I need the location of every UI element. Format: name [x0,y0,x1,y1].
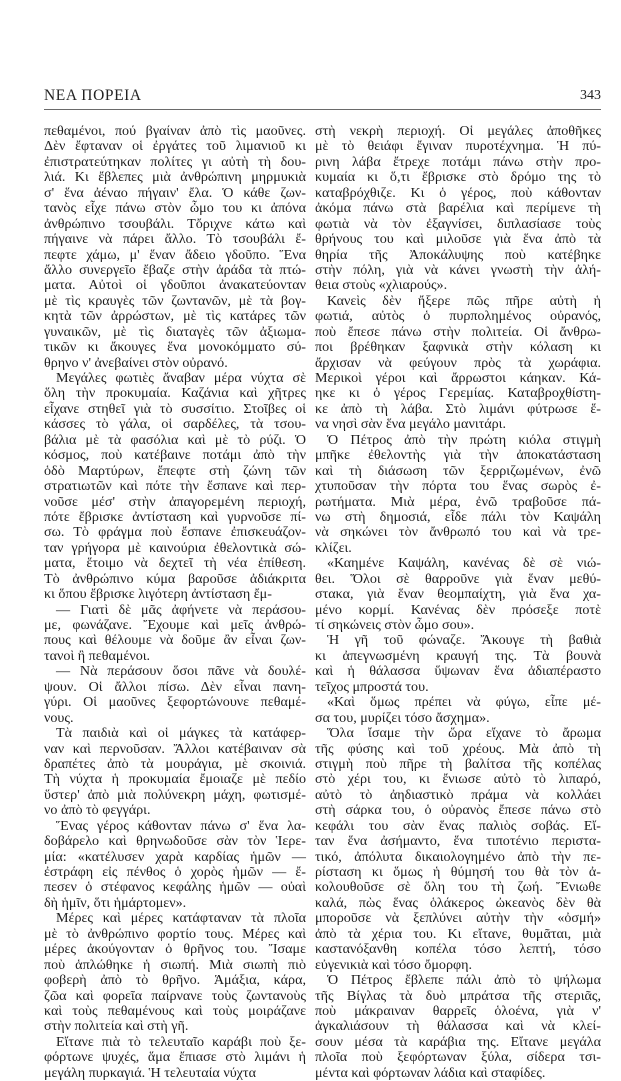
text-line: ποὺ μάκραιναν θαρρεῖς ὁλοένα, γιὰ ν' [315,1002,601,1019]
text-line: μέρες ἀκούγονταν ὁ θρῆνος του. Ἴσαμε [44,941,306,958]
text-line: θηρία τῆς Ἀποκάλυψης ποὺ κατέβηκε [315,246,601,263]
text-line: κεφάλι του σὰν ἕνας παλιὸς σοβάς. Εἴ- [315,817,601,834]
text-line: θει. Ὅλοι σὲ θαρροῦνε γιὰ ἕναν μεθύ- [315,570,601,587]
text-line: μὲ τὶς κραυγὲς τῶν ζωντανῶν, μὲ τὰ βογ- [44,292,306,309]
text-line: πεσεν ὁ στέφανος κεφάλης ἡμῶν — οὐαὶ [44,879,306,896]
text-line: φωτιά, αὐτὸς ὁ πυρπολημένος οὐρανός, [315,308,601,325]
text-line: χτυποῦσαν τὴν πόρτα του ἕνας σωρὸς ἐ- [315,478,601,495]
text-line: πεφτε χάμω, μ' ἕναν ἄδειο γδοῦπο. Ἕνα [44,246,306,263]
text-line: στὴν πόλη, γιὰ νὰ κάνει γνωστὴ τὴν ἀλή- [315,261,601,278]
text-line: Τὸ ἀνθρώπινο κύμα βαροῦσε ἀδιάκριτα [44,570,306,587]
text-line: Τὰ παιδιὰ καὶ οἱ μάγκες τὰ κατάφερ- [56,725,306,742]
paragraph [315,726,601,973]
text-line: κε ἀπὸ τὴ λάβα. Στὸ λιμάνι φύτρωσε ἕ- [315,400,601,417]
text-line: φωτιὰ νὰ τὸν ἐξαγνίσει, διπλασίασε τοὺς [315,215,601,232]
text-line: μέντα καὶ φόρτωναν λάδια καὶ σταφίδες. [315,1064,546,1081]
text-line: καταβρόχθιζε. Κι ὁ γέρος, ποὺ κάθονταν [315,184,601,201]
text-line: ζῶα καὶ φορεῖα παίρνανε τοὺς ζωντανοὺς [44,987,306,1004]
text-line: καὶ τοὺς πεθαμένους καὶ τοὺς μοιράζανε [44,1002,306,1019]
text-line: μένο κορμί. Κανένας δὲν πρόσεξε ποτὲ [315,601,601,618]
text-line: — Νὰ περάσουν ὅσοι πᾶνε νὰ δουλέ- [56,663,306,680]
text-line: τί σηκώνεις στὸν ὦμο σου». [315,617,475,633]
text-line: — Γιατὶ δὲ μᾶς ἀφήνετε νὰ περάσου- [56,601,306,618]
text-line: Τὴ νύχτα ἡ προκυμαία ἔμοιαζε μὲ πεδίο [44,771,306,788]
paragraph [44,664,306,726]
text-line: ματα. Αὐτοὶ οἱ γδοῦποι ἀνακατεύονταν [44,277,306,294]
text-line: στὴ σάρκα του, ὁ οὐρανὸς ἔπεσε πάνω στὸ [315,802,601,819]
text-line: γυναικῶν, μὲ τὶς διαταγὲς τῶν ἀξιωμα- [44,323,306,340]
text-line: Ἡ γῆ τοῦ φώναζε. Ἄκουγε τὴ βαθιὰ [327,632,601,649]
paragraph [315,433,601,557]
text-line: ποι βρέθηκαν ξαφνικὰ στὴν κόλαση κι [315,339,601,356]
text-line: καὶ τὴ διάσωση τῶν ξερριζωμένων, ἐνῶ [315,462,601,479]
text-line: εὐγενικιὰ καὶ τόσο ὄμορφη. [315,956,473,973]
text-line: λιά. Κι ἔβλεπες μιὰ ἀνθρώπινη μηρμυκιὰ [44,169,306,186]
text-line: Ἕνας γέρος κάθονταν πάνω σ' ἕνα λα- [56,817,306,834]
text-line: κι ἀπεγνωσμένη κραυγή της. Τὰ βουνὰ [315,647,601,664]
text-line: ψουν. Οἱ ἄλλοι πίσω. Δὲν εἶναι πανη- [44,678,306,695]
text-line: Ὅλα ἴσαμε τὴν ὥρα εἴχανε τὸ ἄρωμα [327,725,601,742]
text-line: φοβερὴ ἀπὸ τὸ θρῆνο. Ἁμάξια, κάρα, [44,972,306,989]
text-line: ἐστράφη εἰς πένθος ὁ χορὸς ἡμῶν — ἔ- [44,864,306,880]
paragraph [315,973,601,1081]
text-line: Δὲν ἔφταναν οἱ ἐργάτες τοῦ λιμανιοῦ κι [44,138,306,155]
text-line: νω στὴ δημοσιά, εἶδε πάλι τὸν Καψάλη [315,508,601,525]
paragraph [44,1035,306,1081]
paragraph [315,633,601,695]
text-line: πότε ἔβρισκε ἀντίσταση καὶ γυρνοῦσε πί- [44,508,306,525]
text-line: ἄρχισαν νὰ φεύγουν πρὸς τὰ χωράφια. [315,354,601,371]
text-line: πεθαμένοι, πού βγαίναν ἀπὸ τὶς μαοῦνες. [44,123,306,139]
text-line: μπῆκε ἐθελοντὴς γιὰ τὴν ἀποκατάσταση [315,447,601,464]
text-line: Κανεὶς δὲν ἤξερε πῶς πῆρε αὐτὴ ἡ [327,292,601,309]
text-line: μὲ τὸ ἀνθρώπινο φορτίο τους. Μέρες καὶ [44,925,306,942]
text-line: σ' ἕνα ἀέναο πήγαιν' ἔλα. Ὁ κάθε ζων- [44,184,306,201]
running-header [44,87,601,110]
text-line: νὰ σηκώνει τὸν ἄνθρωπό του καὶ νὰ τρε- [315,524,601,541]
text-line: τῆς φύσης καὶ τοῦ χρέους. Μὰ ἀπὸ τὴ [315,740,601,757]
text-line: νο ἀπὸ τὸ φεγγάρι. [44,802,151,819]
paragraph [44,124,306,371]
text-line: καλά, πὼς ἕνας ὁλάκερος ὠκεανὸς δὲν θὰ [315,894,601,911]
text-line: στιγμὴ ποὺ πῆρε τὴ βαλίτσα τῆς κοπέλας [315,755,601,772]
text-line: κυμαία κι ὅ,τι ἔβρισκε στὸ δρόμο της τὸ [315,169,601,186]
text-line: τανοὶ ἢ πεθαμένοι. [44,647,151,664]
text-line: ματα, ἕτοιμο νὰ δεχτεῖ τὴ νέα ἐπίθεση. [44,555,306,572]
text-line: κητὰ τῶν ἀρρώστων, μὲ τὶς κατάρες τῶν [44,308,306,325]
text-line: ἀπὸ τὰ χέρια του. Κι εἴτανε, θυμᾶται, μιὰ [315,925,601,942]
text-line: Μερικοὶ γέροι καὶ ἄρρωστοι κάηκαν. Κά- [315,370,601,386]
paragraph [315,556,601,633]
text-line: να νησὶ σὰν ἕνα μεγάλο μανιτάρι. [315,416,507,433]
paragraph [315,294,601,433]
text-line: θρήνους του καὶ μιλοῦσε γιὰ ἕνα ἀπὸ τὰ [315,231,601,248]
page-number: 343 [580,88,601,103]
text-line: στρατιωτῶν καὶ πότε τὴν ἔσπανε καὶ περ- [44,478,306,495]
text-line: κολουθοῦσε σὲ ὅλη του τὴ ζωή. Ἔνιωθε [315,879,601,896]
text-line: στὴ νεκρὴ περιοχή. Οἱ μεγάλες ἀποθῆκες [315,123,601,139]
text-line: αὐτὸ τὸ ἀηδιαστικὸ πράμα νὰ κολλάει [315,786,601,803]
text-line: ἀνθρώπινο τσουβάλι. Τὄριχνε κάτω καὶ [44,215,306,232]
text-line: δοβάρελο καὶ θρηνωδοῦσε σὰν τὸν Ἱερε- [44,833,306,850]
text-line: κι ὅπου ἔβρισκε λιγότερη ἀντίσταση ἔμ- [44,586,272,603]
text-line: στὴν πολιτεία καὶ στὴ γῆ. [44,1018,189,1035]
paragraph [44,911,306,1035]
text-line: τικό, ἀπόλυτα δικαιολογημένο ἀπὸ τὴν πε- [315,848,601,865]
text-line: δὴ ἡμῖν, ὅτι ἡμάρτομεν». [44,894,187,911]
right-column [315,124,601,1081]
paragraph [315,695,601,726]
text-line: ποὺ ἔπεσε πάνω στὴν πολιτεία. Οἱ ἄνθρω- [315,323,601,340]
text-line: μὲ τὸ θειάφι ἔγιναν πυροτέχνημα. Ἡ πύ- [315,138,601,155]
journal-title: ΝΕΑ ΠΟΡΕΙΑ [44,87,142,104]
text-line: πλοῖα ποὺ ξεφόρτωναν ξύλα, σίδερα τσι- [315,1049,601,1066]
text-line: πήγαινε νὰ πάρει ἄλλο. Τὸ τσουβάλι ἔ- [44,231,306,248]
text-line: ἄλλο συνεργεῖο ἔβαζε στὴν ἀράδα τὰ πτώ- [44,261,306,278]
text-line: θεια στοὺς «χλιαρούς». [315,277,448,294]
text-line: ταν ἕνα ἀσήμαντο, ἕνα τιποτένιο περιστα- [315,833,601,850]
text-line: ὕστερ' ἀπὸ μιὰ πολύνεκρη μάχη, φωτισμέ- [44,786,306,803]
text-line: ταν γρήγορα μὲ καινούρια ἐθελοντικὰ σώ- [44,539,306,556]
text-line: Ὁ Πέτρος ἔβλεπε πάλι ἀπὸ τὸ ψήλωμα [327,972,601,989]
text-line: Μεγάλες φωτιὲς ἄναβαν μέρα νύχτα σὲ [56,370,306,386]
text-line: ἀγκαλιάσουν τὴ θάλασσα καὶ νὰ κλεί- [315,1018,601,1035]
text-line: μποροῦσε νὰ ξεπλύνει αὐτὴν τὴν «ὀσμή» [315,910,601,927]
paragraph [315,124,601,294]
paragraph [44,371,306,603]
text-line: νους. [44,709,74,726]
text-line: Εἴτανε πιὰ τὸ τελευταῖο καράβι ποὺ ξε- [56,1033,306,1050]
text-line: τικῶν κι ἄκουγες ἕνα μονοκόμματο σύ- [44,339,306,356]
text-line: δραπέτες ἀπὸ τὰ μουράγια, μὲ σκοινιά. [44,755,306,772]
text-line: «Καημένε Καψάλη, κανένας δὲ σὲ νιώ- [327,555,601,572]
text-line: γύρι. Οἱ μαοῦνες ξεφορτώνουνε πεθαμέ- [44,694,306,711]
text-line: πους καὶ θέλουμε νὰ δοῦμε ἂν εἶναι ζων- [44,632,306,649]
text-line: ηκε κι ὁ γέρος Γερεμίας. Καταβροχθίστη- [315,385,601,402]
text-line: καὶ ἡ θάλασσα ὕψωναν ἕνα ἀδιαπέραστο [315,663,601,680]
text-line: ἐπιστρατεύτηκαν πολίτες γι αὐτὴ τὴ δου- [44,153,306,170]
paragraph [44,726,306,819]
text-line: φόρτωνε ψυχές, ἅμα ἔπιασε στὸ λιμάνι ἡ [44,1049,306,1066]
text-line: ρωτήματα. Μιὰ μέρα, ἐνῶ τραβοῦσε πά- [315,493,601,510]
text-line: καστανόξανθη κοπέλα τόσο λεπτή, τόσο [315,941,601,958]
text-line: στακα, γιὰ ἕναν θεομπαίχτη, γιὰ ἕνα χα- [315,586,601,603]
text-line: κόσμος, ποὺ κατέβαινε ποτάμι ἀπὸ τὴν [44,447,306,464]
text-line: σω. Τὸ φράγμα ποὺ ἔσπανε ἐπισκευάζον- [44,524,306,541]
text-line: μία: «κατέλυσεν χαρὰ καρδίας ἡμῶν — [44,848,306,865]
text-line: Μέρες καὶ μέρες κατάφταναν τὰ πλοῖα [56,910,306,927]
text-line: ὁδὸ Μαρτύρων, ἔπεφτε στὴ ζώνη τῶν [44,462,306,479]
text-line: ὅλη τὴν προκυμαία. Καζάνια καὶ χῆτρες [44,385,306,402]
left-column [44,124,306,1081]
text-line: ἀκόμα πάνω στὰ βαρέλια καὶ περίμενε τὴ [315,200,601,217]
text-line: κάσσες τὸ γάλα, οἱ σαρδέλες, τὰ τσου- [44,416,306,433]
text-line: κλίζει. [315,539,352,556]
text-line: με, φωνάζανε. Ἔχουμε καὶ μεῖς ἀνθρώ- [44,617,306,633]
text-line: εἶχανε στηθεῖ γιὰ τὸ συσσίτιο. Στοῖβες οἱ [44,400,306,417]
text-line: ναν καὶ περνοῦσαν. Ἄλλοι κατέβαιναν σὰ [44,740,306,757]
text-line: «Καὶ ὅμως πρέπει νὰ φύγω, εἶπε μέ- [327,694,601,711]
text-line: ρίσταση κι ὅμως ἡ θύμησή του θὰ τὸν ἀ- [315,864,601,880]
text-line: στὸ χέρι του, κι ἔνιωσε αὐτὸ τὸ λιπαρό, [315,771,601,788]
text-line: τῆς Βίγλας τὰ δυὸ μπράτσα τῆς στεριᾶς, [315,987,601,1004]
text-line: σουν μέσα τὰ καράβια της. Εἴτανε μεγάλα [315,1033,601,1050]
paragraph [44,819,306,912]
text-line: νοῦσε μέσ' στὴν ἀπαγορεμένη περιοχή, [44,493,306,510]
text-line: μεγάλη πυρκαγιά. Ἡ τελευταία νύχτα [44,1064,256,1081]
text-line: τεῖχος μπροστά του. [315,678,429,695]
text-line: σα του, μυρίζει τόσο ἄσχημα». [315,709,490,726]
paragraph [44,603,306,665]
text-line: τανὸς εἶχε πάνω στὸν ὦμο του κι ἀπόνα [44,200,306,217]
text-line: Ὁ Πέτρος ἀπὸ τὴν πρώτη κιόλα στιγμὴ [327,431,601,448]
text-line: θρηνο ν' ἀνεβαίνει στὸν οὐρανό. [44,354,228,371]
text-line: ρινη λάβα ἔτρεχε ποτάμι πάνω στὴν προ- [315,153,601,170]
text-line: ποὺ ἁπλώθηκε ἡ σιωπή. Μιὰ σιωπὴ πιὸ [44,956,306,973]
text-line: βάλια μὲ τὰ φασόλια καὶ μὲ τὸ ρύζι. Ὁ [44,431,306,448]
